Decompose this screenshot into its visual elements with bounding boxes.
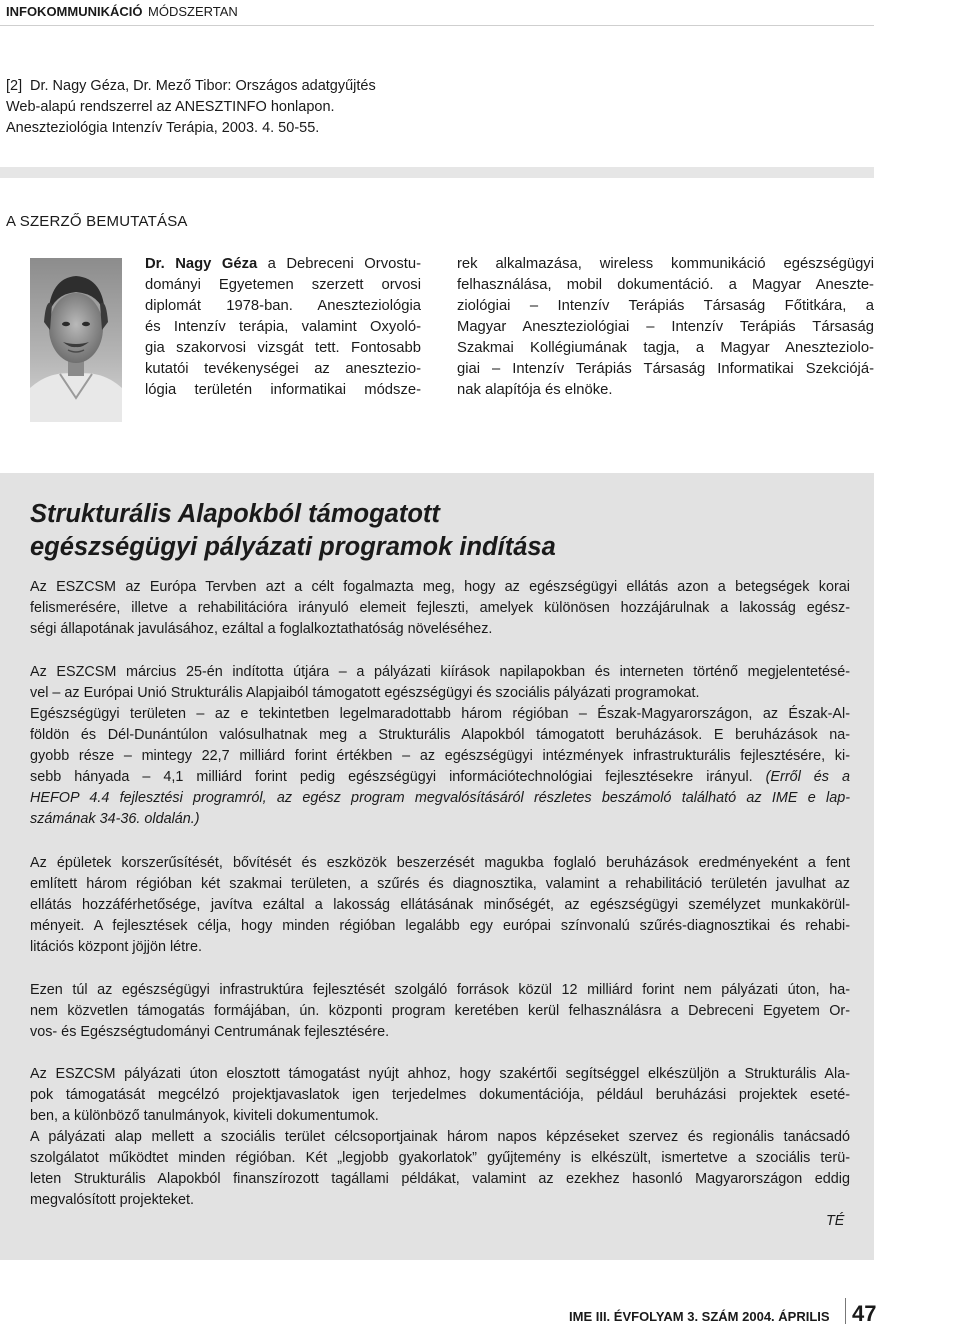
paragraph-line: ményeit. A fejlesztések célja, hogy minden régióban legalább egy európai színvonalú szűrés-diagnosztikai és rehabi- [30, 918, 850, 934]
article-paragraph-3 [30, 853, 850, 958]
author-photo [30, 258, 122, 422]
paragraph-line: A pályázati alap mellett a szociális terület célcsoportjainak három napos képzéseket szervez és regionális tanácsadó [30, 1129, 850, 1145]
paragraph-line: leten Strukturális Alapokból finanszírozott tagállami példákat, valamint az ezekhez hasonló Magyarországon eddig [30, 1171, 850, 1187]
paragraph-line: ségi állapotának javulásához, ezáltal a foglalkoztathatóság növeléséhez. [30, 621, 493, 637]
paragraph-line: Ezen túl az egészségügyi infrastruktúra fejlesztését szolgáló források közül 12 milliárd forint nem pályázati úton, ha- [30, 982, 850, 998]
footer-rule [845, 1298, 846, 1324]
paragraph-line: ellátás hozzáférhetősége, javítva ezáltal a lakosság ellátásának minőségét, az egészségügyi személyzet munkakörül- [30, 897, 850, 913]
author-bio-column-1 [145, 254, 421, 401]
paragraph-line: ben, a különböző tanulmányok, kiviteli dokumentumok. [30, 1108, 379, 1124]
reference-number: [2] [6, 78, 23, 94]
paragraph-line: Az ESZCSM pályázati úton elosztott támogatást nyújt ahhoz, hogy szakértői segítséggel elkészüljön a Strukturális Ala- [30, 1066, 850, 1082]
article-title-line: Strukturális Alapokból támogatott [30, 500, 440, 528]
paragraph-line: felismerésére, illetve a rehabilitációra irányuló elemeit fejleszti, amelyek különösen hozzájárulnak a lakosság egész- [30, 600, 850, 616]
header-rule [0, 25, 874, 26]
section-divider-band [0, 167, 874, 178]
bio-line: dományi Egyetemen szerzett orvosi [145, 277, 421, 293]
paragraph-line: pok támogatását megcélzó projektjavaslatok igen terjedelmes dokumentációja, például beruházási projektek eseté- [30, 1087, 850, 1103]
article-title [30, 498, 556, 564]
paragraph-line: nem közvetlen támogatás formájában, ún. központi program keretében kerül felhasználásra a Debreceni Egyetem Or- [30, 1003, 850, 1019]
bio-line: Magyar Aneszteziológiai – Intenzív Terápiás Társaság [457, 319, 874, 335]
bio-line: kutatói tevékenységei az aneszteziο- [145, 361, 421, 377]
bio-line: és Intenzív terápia, valamint Oxyoló- [145, 319, 421, 335]
bio-line: Szakmai Kollégiumának tagja, a Magyar Aneszteziolo- [457, 340, 874, 356]
paragraph-line: vos- és Egészségtudományi Centrumának fejlesztésére. [30, 1024, 390, 1040]
article-title-line: egészségügyi pályázati programok indítása [30, 533, 556, 561]
paragraph-line: említett három régióban két szakmai területen, a szűrés és diagnosztika, valamint a rehabilitáció területén javulhat az [30, 876, 850, 892]
header-section: INFOKOMMUNIKÁCIÓ [6, 4, 143, 19]
bio-line: rek alkalmazása, wireless kommunikáció egészségügyi [457, 256, 874, 272]
bio-line: diplomát 1978-ban. Aneszteziológia [145, 298, 421, 314]
author-signature: TÉ [826, 1213, 845, 1229]
paragraph-line: megvalósított projekteket. [30, 1192, 194, 1208]
paragraph-line: Az ESZCSM március 25-én indította útjára – a pályázati kiírások napilapokban és interneten történő megjelentetésé- [30, 664, 850, 680]
bio-line: gia szakorvosi vizsgát tett. Fontosabb [145, 340, 421, 356]
paragraph-line: Egészségügyi területen – az e tekintetben legelmaradottabb három régióban – Észak-Magyarországon, az Észak-Al- [30, 706, 850, 722]
paragraph-line: litációs központ jöjjön létre. [30, 939, 202, 955]
reference-line: Aneszteziológia Intenzív Terápia, 2003. 4. 50-55. [6, 120, 320, 136]
paragraph-line: Az épületek korszerűsítését, bővítését és eszközök beszerzését magukba foglaló beruházások eredményeként a fent [30, 855, 850, 871]
bio-line: nak alapítója és elnöke. [457, 382, 613, 398]
paragraph-line: földön és Dél-Dunántúlon valósulhatnak meg a Strukturális Alapokból támogatott beruházások. E beruházások na- [30, 727, 850, 743]
paragraph-line: Az ESZCSM az Európa Tervben azt a célt fogalmazta meg, hogy az egészségügyi ellátás azon a betegségek korai [30, 579, 850, 595]
bio-line: lógia területén informatikai módsze- [145, 382, 421, 398]
author-section-title: A SZERZŐ BEMUTATÁSA [6, 213, 188, 230]
footer-issue: IME III. ÉVFOLYAM 3. SZÁM 2004. ÁPRILIS [569, 1309, 830, 1324]
article-paragraph-4 [30, 980, 850, 1043]
header-subsection: MÓDSZERTAN [148, 4, 238, 19]
paragraph-line: HEFOP 4.4 fejlesztési programról, az egész program megvalósításáról részletes beszámoló található az IME e lap- [30, 790, 850, 806]
paragraph-line: vel – az Európai Unió Strukturális Alapjaiból támogatott egészségügyi és szociális pályázati programokat. [30, 685, 700, 701]
article-paragraph-1 [30, 577, 850, 640]
reference-entry [6, 76, 446, 139]
article-paragraph-2 [30, 662, 850, 830]
bio-line: felhasználása, mobil dokumentáció. a Magyar Aneszte- [457, 277, 874, 293]
author-name: Dr. Nagy Géza [145, 256, 258, 272]
reference-line: Web-alapú rendszerrel az ANESZTINFO honlapon. [6, 99, 335, 115]
bio-line: giai – Intenzív Terápiás Társaság Informatikai Szekciójá- [457, 361, 874, 377]
paragraph-line: gyobb része – mintegy 22,7 milliárd forint értékben – az egészségügyi intézmények infrastrukturális fejlesztésére, ki- [30, 748, 850, 764]
paragraph-line: szolgálatot működtet minden régióban. Két „legjobb gyakorlatok” gyűjtemény is elkészült, ismertetve a szociális terü- [30, 1150, 850, 1166]
page-number: 47 [852, 1301, 877, 1326]
bio-line: ziológiai – Intenzív Terápiás Társaság Főtitkára, a [457, 298, 874, 314]
author-bio-column-2 [457, 254, 874, 401]
running-header [0, 0, 874, 26]
paragraph-line: sebb hányada – 4,1 milliárd forint pedig egészségügyi információtechnológiai fejlesztésekre irányul. (Erről és a [30, 769, 850, 785]
reference-line: [2] Dr. Nagy Géza, Dr. Mező Tibor: Országos adatgyűjtés [6, 76, 446, 97]
paragraph-line: számának 34-36. oldalán.) [30, 811, 200, 827]
article-paragraph-5 [30, 1064, 850, 1211]
bio-line: Dr. Nagy Géza a Debreceni Orvostu- [145, 256, 421, 272]
